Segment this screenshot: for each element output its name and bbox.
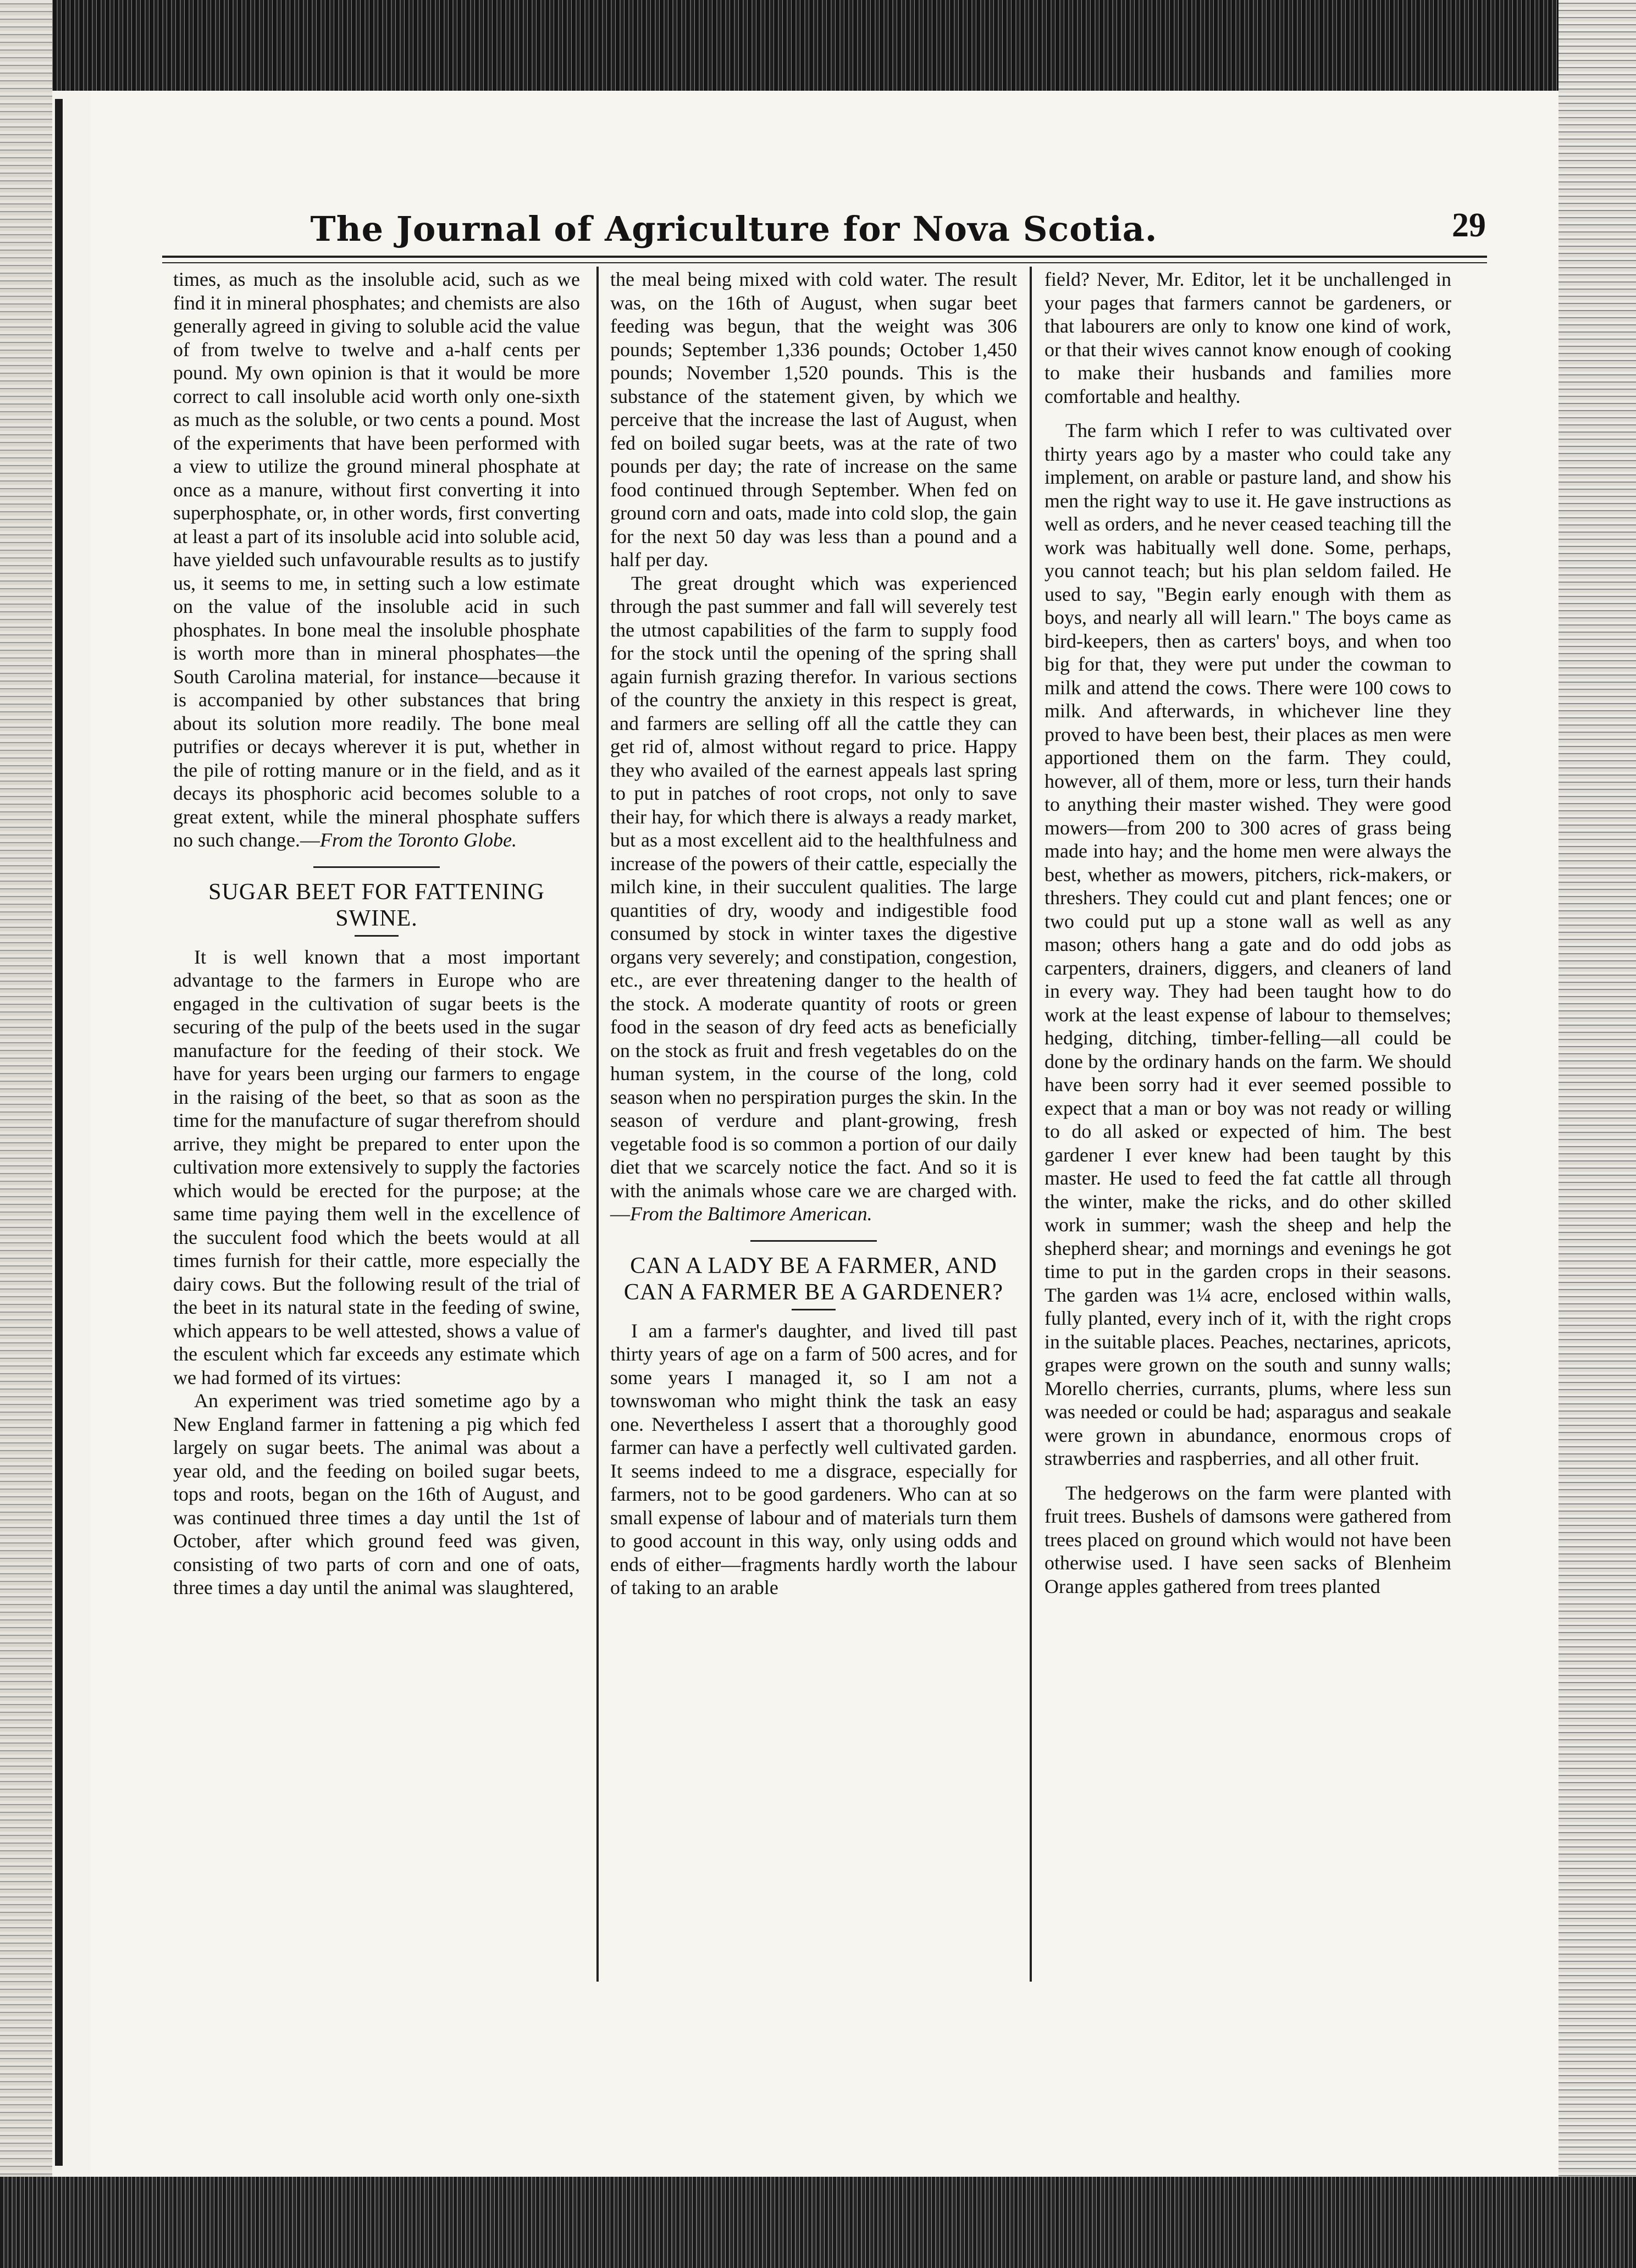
- heading-rule: [355, 935, 399, 937]
- source-credit: From the Baltimore American.: [630, 1203, 872, 1225]
- scan-border-bottom: [0, 2177, 1636, 2268]
- column-3: [1044, 268, 1451, 1598]
- journal-page: [91, 91, 1558, 2177]
- heading-rule: [792, 1309, 836, 1310]
- scan-border-top: [0, 0, 1636, 91]
- article-text-body: times, as much as the insoluble acid, such as we find it in mineral phosphates; and chemists are also generally agreed in giving to soluble acid the value of from twelve to twelve and a-half cents per pound. My own opinion is that it would be more correct to call insoluble acid worth only one-sixth as much as the soluble, or two cents a pound. Most of the experiments that have been performed with a view to utilize the ground mineral phosphate at once as a manure, without first converting it into superphosphate, or, in other words, first converting at least a part of its insoluble acid into soluble acid, have yielded such unfavourable results as to justify us, it seems to me, in setting such a low estimate on the value of the insoluble acid in such phosphates. In bone meal the insoluble phosphate is worth more than in mineral phosphates—the South Carolina material, for instance—because it is accompanied by other substances that bring about its solution more readily. The bone meal putrifies or decays wherever it is put, whether in the pile of rotting manure or in the field, and as it decays its phosphoric acid becomes soluble to a great extent, while the mineral phosphate suffers no such change.—: [173, 268, 580, 851]
- header-rule-thin: [162, 262, 1487, 263]
- page-number: 29: [1452, 207, 1486, 244]
- scan-border-left: [0, 0, 52, 2268]
- article-paragraph: It is well known that a most important advantage to the farmers in Europe who are engaged in the cultivation of sugar beets is the securing of the pulp of the beets used in the sugar manufacture for the feeding of their stock. We have for years been urging our farmers to engage in the raising of the beet, so that as soon as the time for the manufacture of sugar therefrom should arrive, they might be prepared to enter upon the cultivation more extensively to supply the factories which would be erected for the purpose; at the same time paying them well in the excellence of the succulent food which the beets would at all times furnish for their cattle, more especially the dairy cows. But the following result of the trial of the beet in its natural state in the feeding of swine, which appears to be well attested, shows a value of the esculent which far exceeds any estimate which we had formed of its virtues:: [173, 945, 580, 1389]
- column-divider-2: [1030, 267, 1032, 1982]
- binding-gutter: [55, 99, 63, 2166]
- article-heading: SUGAR BEET FOR FATTENING SWINE.: [208, 879, 545, 931]
- section-divider: [750, 1240, 877, 1242]
- article-paragraph: I am a farmer's daughter, and lived till past thirty years of age on a farm of 500 acres, and for some years I managed it, so I am not a townswoman who might think the task an easy one. Nevertheless I assert that a thoroughly good farmer can have a perfectly well cultivated garden. It seems indeed to me a disgrace, especially for farmers, not to be good gardeners. Who can at so small expense of labour and of materials turn them to good account in this way, only using odds and ends of either—fragments hardly worth the labour of taking to an arable: [610, 1319, 1017, 1598]
- header-rule: [162, 256, 1487, 258]
- article-text: [173, 268, 580, 852]
- section-divider: [313, 866, 440, 868]
- column-2: [610, 268, 1017, 1600]
- article-heading: CAN A LADY BE A FARMER, AND CAN A FARMER BE A GARDENER?: [623, 1253, 1004, 1305]
- article-paragraph: the meal being mixed with cold water. The result was, on the 16th of August, when sugar beet feeding was begun, that the weight was 306 pounds; September 1,336 pounds; October 1,450 pounds; November 1,520 pounds. This is the substance of the statement given, by which we perceive that the increase the last of August, when fed on boiled sugar beets, was at the rate of two pounds per day; the rate of increase on the same food continued through September. When fed on ground corn and oats, made into cold slop, the gain for the next 50 day was less than a pound and a half per day.: [610, 268, 1017, 571]
- column-1: [173, 268, 580, 1600]
- source-credit: From the Toronto Globe.: [319, 829, 517, 851]
- article-paragraph: The hedgerows on the farm were planted with fruit trees. Bushels of damsons were gathered from trees placed on ground which would not have been otherwise used. I have seen sacks of Blenheim Orange apples gathered from trees planted: [1044, 1481, 1451, 1597]
- running-head: The Journal of Agriculture for Nova Scotia.: [310, 209, 1158, 249]
- article-text-body: The great drought which was experienced through the past summer and fall will severely test the utmost capabilities of the farm to supply food for the stock until the opening of the spring shall again furnish grazing therefor. In various sections of the country the anxiety in this respect is great, and farmers are selling off all the cattle they can get rid of, almost without regard to price. Happy they who availed of the earnest appeals last spring to put in patches of root crops, not only to save their hay, for which there is always a ready market, but as a most excellent aid to the healthfulness and increase of the powers of their cattle, especially the milch kine, in their succulent qualities. The large quantities of dry, woody and indigestible food consumed by stock in winter taxes the digestive organs very severely; and constipation, congestion, etc., are ever threatening danger to the health of the stock. A moderate quantity of roots or green food in the season of dry feed acts as beneficially on the stock as fruit and fresh vegetables do on the human system, in the course of the long, cold season when no perspiration purges the skin. In the season of verdure and plant-growing, fresh vegetable food is so common a portion of our daily diet that we scarcely notice the fact. And so it is with the animals whose care we are charged with.—: [610, 572, 1017, 1225]
- article-paragraph: field? Never, Mr. Editor, let it be unchallenged in your pages that farmers cannot be gardeners, or that labourers are only to know one kind of work, or that their wives cannot know enough of cooking to make their husbands and families more comfortable and healthy.: [1044, 268, 1451, 407]
- article-paragraph: The farm which I refer to was cultivated over thirty years ago by a master who could take any implement, on arable or pasture land, and show his men the right way to use it. He gave instructions as well as orders, and he never ceased teaching till the work was habitually well done. Some, perhaps, you cannot teach; but his plan seldom failed. He used to say, "Begin early enough with them as boys, and nearly all will learn." The boys came as bird-keepers, then as carters' boys, and when too big for that, they were put under the cowman to milk and attend the cows. There were 100 cows to milk. And afterwards, in whichever line they proved to have been best, their places as men were apportioned them on the farm. They could, however, all of them, more or less, turn their hands to anything their master wished. They were good mowers—from 200 to 300 acres of grass being made into hay; and the home men were always the best, whether as mowers, pitchers, rick-makers, or threshers. They could cut and plant fences; one or two could put up a stone wall as well as any mason; others hang a gate and do odd jobs as carpenters, drainers, diggers, and cleaners of land in every way. They had been taught how to do work at the least expense of labour to themselves; hedging, ditching, timber-felling—all could be done by the ordinary hands on the farm. We should have been sorry had it ever seemed possible to expect that a man or boy was not ready or willing to do all asked or expected of him. The best gardener I ever knew had been taught by this master. He used to feed the fat cattle all through the winter, make the ricks, and do other skilled work in summer; wash the sheep and help the shepherd shear; and mornings and evenings he got time to put in the garden crops in their seasons. The garden was 1¼ acre, enclosed within walls, fully planted, every inch of it, with the right crops in the suitable places. Peaches, nectarines, apricots, grapes were grown on the south and sunny walls; Morello cherries, currants, plums, where less sun was needed or could be had; asparagus and seakale were grown in abundance, enormous crops of strawberries and raspberries, and all other fruit.: [1044, 419, 1451, 1469]
- column-divider-1: [596, 267, 599, 1982]
- article-paragraph: An experiment was tried sometime ago by a New England farmer in fattening a pig which fed largely on sugar beets. The animal was about a year old, and the feeding on boiled sugar beets, tops and roots, began on the 16th of August, and was continued three times a day until the 1st of October, after which ground feed was given, consisting of two parts of corn and one of oats, three times a day until the animal was slaughtered,: [173, 1390, 580, 1598]
- article-text: [610, 572, 1017, 1226]
- scan-border-right: [1558, 0, 1636, 2268]
